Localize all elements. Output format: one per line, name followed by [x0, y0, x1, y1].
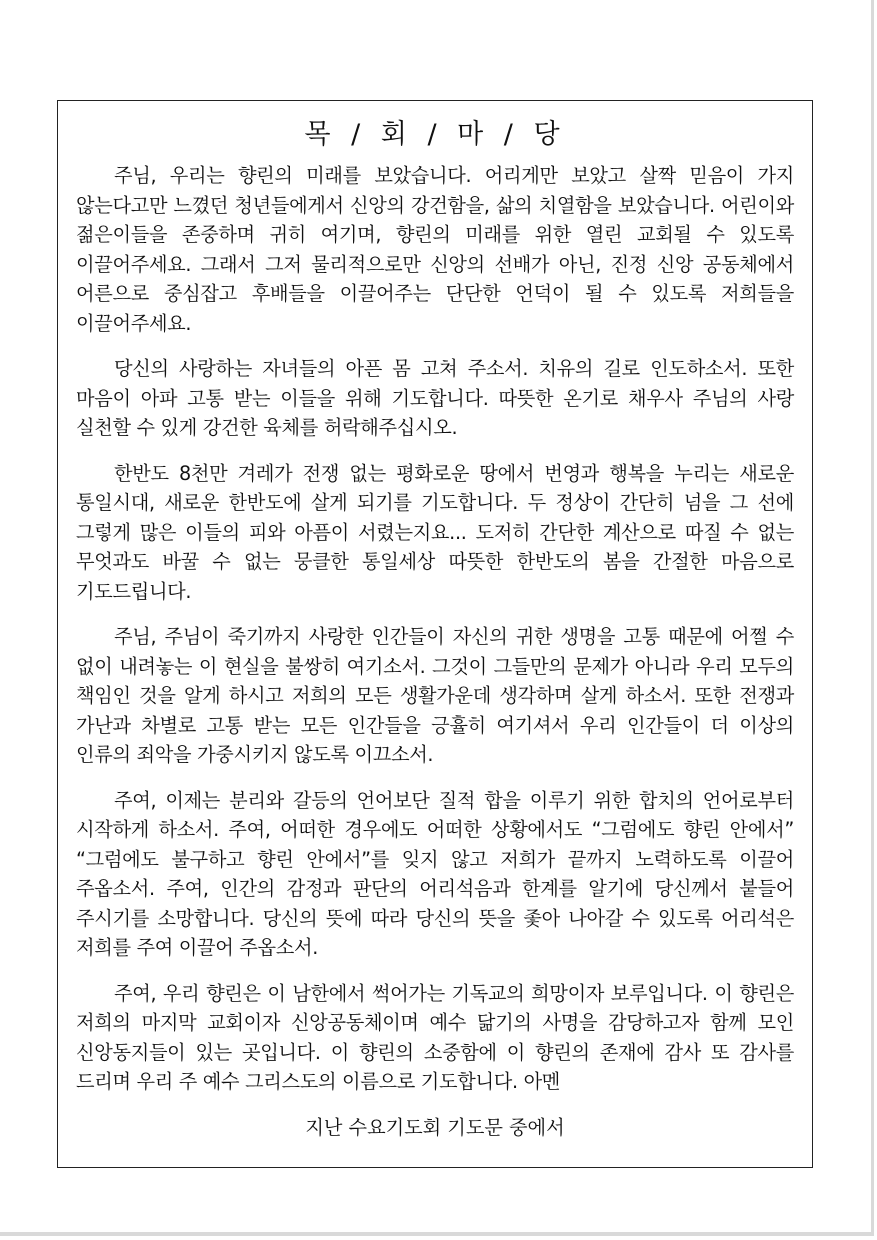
prayer-box: [57, 100, 813, 1168]
paragraph-6: 주여, 우리 향린은 이 남한에서 썩어가는 기독교의 희망이자 보루입니다. 이 향린은 저희의 마지막 교회이자 신앙공동체이며 예수 닮기의 사명을 감당하고자 함께 모인 신앙동지들이 있는 곳입니다. 이 향린의 소중함에 이 향린의 존재에 감사 또 감사를 드리며 우리 주 예수 그리스도의 이름으로 기도합니다. 아멘: [76, 981, 794, 1093]
paragraph-5: 주여, 이제는 분리와 갈등의 언어보단 질적 합을 이루기 위한 합치의 언어로부터 시작하게 하소서. 주여, 어떠한 경우에도 어떠한 상황에서도 “그럼에도 향린 안에서” “그럼에도 불구하고 향린 안에서”를 잊지 않고 저희가 끝까지 노력하도록 이끌어 주옵소서. 주여, 인간의 감정과 판단의 어리석음과 한계를 알기에 당신께서 붙들어 주시기를 소망합니다. 당신의 뜻에 따라 당신의 뜻을 좇아 나아갈 수 있도록 어리석은 저희를 주여 이끌어 주옵소서.: [76, 788, 794, 959]
paragraph-4: 주님, 주님이 죽기까지 사랑한 인간들이 자신의 귀한 생명을 고통 때문에 어쩔 수 없이 내려놓는 이 현실을 불쌍히 여기소서. 그것이 그들만의 문제가 아니라 우리 모두의 책임인 것을 알게 하시고 저희의 모든 생활가운데 생각하며 살게 하소서. 또한 전쟁과 가난과 차별로 고통 받는 모든 인간들을 긍휼히 여기셔서 우리 인간들이 더 이상의 인류의 죄악을 가중시키지 않도록 이끄소서.: [76, 625, 794, 766]
source-caption: 지난 수요기도회 기도문 중에서: [305, 1115, 565, 1139]
paragraph-3: 한반도 8천만 겨레가 전쟁 없는 평화로운 땅에서 번영과 행복을 누리는 새로운 통일시대, 새로운 한반도에 살게 되기를 기도합니다. 두 정상이 간단히 넘을 그 선에 그렇게 많은 이들의 피와 아픔이 서렸는지요... 도저히 간단한 계산으로 따질 수 없는 무엇과도 바꿀 수 없는 뭉클한 통일세상 따뜻한 한반도의 봄을 간절한 마음으로 기도드립니다.: [76, 461, 794, 603]
paragraph-2: 당신의 사랑하는 자녀들의 아픈 몸 고쳐 주소서. 치유의 길로 인도하소서. 또한 마음이 아파 고통 받는 이들을 위해 기도합니다. 따뜻한 온기로 채우사 주님의 사랑 실천할 수 있게 강건한 육체를 허락해주십시오.: [76, 357, 794, 439]
paragraph-1: 주님, 우리는 향린의 미래를 보았습니다. 어리게만 보았고 살짝 믿음이 가지 않는다고만 느꼈던 청년들에게서 신앙의 강건함을, 삶의 치열함을 보았습니다. 어린이와 젊은이들을 존중하며 귀히 여기며, 향린의 미래를 위한 열린 교회될 수 있도록 이끌어주세요. 그래서 그저 물리적으로만 신앙의 선배가 아닌, 진정 신앙 공동체에서 어른으로 중심잡고 후배들을 이끌어주는 단단한 언덕이 될 수 있도록 저희들을 이끌어주세요.: [76, 164, 794, 335]
page-title: 목 / 회 / 마 / 당: [304, 119, 566, 150]
